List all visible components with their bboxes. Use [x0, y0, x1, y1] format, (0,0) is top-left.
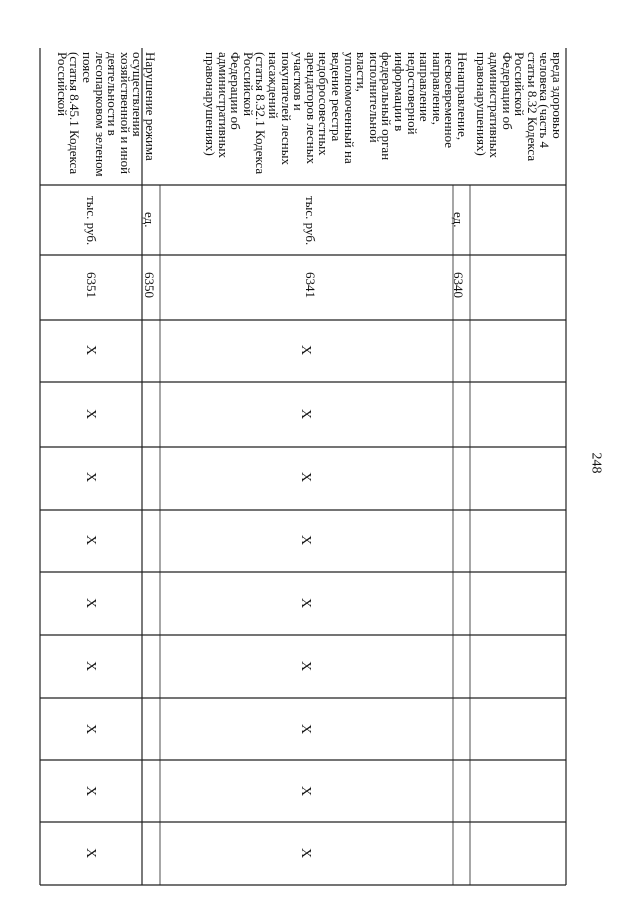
row-6350-unit-sub: тыс. руб. — [84, 196, 99, 246]
row-6341-mark-4: X — [298, 534, 313, 546]
row-6341-mark-3: X — [298, 471, 313, 483]
row-6340-code-main: 6340 — [451, 272, 466, 298]
row-6340-description-main: вреда здоровью человека (часть 4 статьи 8.32 Кодекса Российской Федерации об административных правонарушениях) — [474, 52, 565, 162]
row-6341-mark-9: X — [298, 847, 313, 859]
row-6350-unit-main: ед. — [142, 212, 157, 228]
row-6351-mark-2: X — [83, 408, 98, 420]
row-6340-description-sub: Ненаправление, несвоевременное направление, направление недостоверной информации в федеральный орган исполнительной власти, уполномоченный на ведение реестра недобросовестных арендаторов лесных участков и покупателей лесных насаждений (статья 8.32.1 Кодекса Российской Федерации об административных правонарушениях) — [203, 52, 470, 175]
row-6341-mark-1: X — [298, 344, 313, 356]
row-6351-mark-6: X — [83, 660, 98, 672]
row-6351-mark-1: X — [83, 344, 98, 356]
row-6351-mark-7: X — [83, 723, 98, 735]
row-6350-code-sub: 6351 — [84, 272, 99, 298]
row-6341-mark-2: X — [298, 408, 313, 420]
page-number: 248 — [588, 452, 604, 474]
row-6341-mark-8: X — [298, 785, 313, 797]
row-6341-mark-6: X — [298, 660, 313, 672]
row-6351-mark-8: X — [83, 785, 98, 797]
row-6341-mark-5: X — [298, 597, 313, 609]
row-6351-mark-3: X — [83, 471, 98, 483]
row-6341-mark-7: X — [298, 723, 313, 735]
row-6340-unit-main: ед. — [451, 212, 466, 228]
row-6340-unit-sub: тыс. руб. — [303, 196, 318, 246]
row-6340-code-sub: 6341 — [303, 272, 318, 298]
row-6351-mark-5: X — [83, 597, 98, 609]
row-6351-mark-4: X — [83, 534, 98, 546]
row-6351-mark-9: X — [83, 847, 98, 859]
row-6350-description-main: Нарушение режима осуществления хозяйственной и иной деятельности в лесопарковом зеленом поясе (статья 8.45.1 Кодекса Российской — [54, 52, 158, 177]
row-6350-code-main: 6350 — [142, 272, 157, 298]
